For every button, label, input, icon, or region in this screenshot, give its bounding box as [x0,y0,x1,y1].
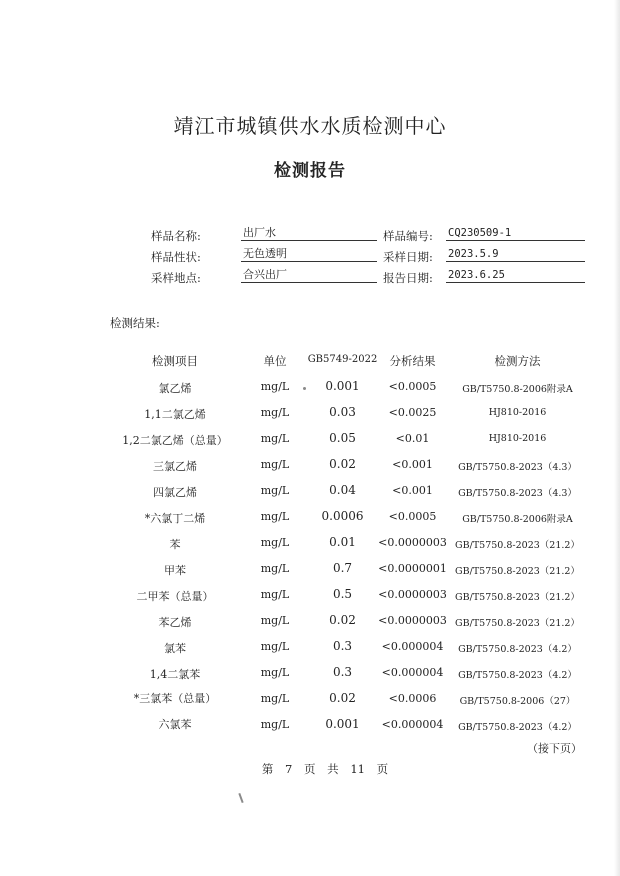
header-limit: GB5749-2022 [307,354,378,365]
row-result: <0.0000001 [378,562,447,575]
report-date-label: 报告日期: [383,271,433,285]
row-limit: 0.02 [329,613,356,627]
report-date-value: 2023.6.25 [446,268,585,283]
row-result: <0.0000003 [378,614,447,627]
row-limit: 0.04 [329,483,356,497]
sample-nature-label: 样品性状: [151,250,201,264]
organization-title: 靖江市城镇供水水质检测中心 [173,114,447,138]
row-unit: mg/L [260,692,290,705]
row-item: 氯乙烯 [158,382,192,395]
row-result: <0.0000003 [378,588,447,601]
sampling-date-label: 采样日期: [383,250,433,264]
row-method: HJ810-2016 [488,433,547,444]
row-unit: mg/L [260,718,290,731]
sampling-date-value: 2023.5.9 [446,247,585,262]
row-limit: 0.03 [329,405,356,419]
header-method: 检测方法 [494,354,541,368]
scan-mark [238,793,243,803]
row-unit: mg/L [260,536,290,549]
row-result: <0.001 [392,484,433,497]
row-item: 氯苯 [164,642,186,655]
row-method: GB/T5750.8-2023（21.2） [455,566,580,577]
row-unit: mg/L [260,562,290,575]
row-item: 1,2二氯乙烯（总量） [122,434,228,447]
row-unit: mg/L [260,484,290,497]
row-method: GB/T5750.8-2023（4.3） [458,488,577,499]
row-item: 1,4二氯苯 [149,668,201,681]
row-item: 甲苯 [164,564,186,577]
row-result: <0.0006 [388,692,437,705]
row-item: 苯 [169,538,181,551]
row-method: GB/T5750.8-2023（4.3） [458,462,577,473]
row-unit: mg/L [260,588,290,601]
row-unit: mg/L [260,432,290,445]
row-result: <0.0000003 [378,536,447,549]
row-limit: 0.01 [329,535,356,549]
row-item: 1,1二氯乙烯 [144,408,206,421]
row-limit: 0.05 [329,431,356,445]
results-label: 检测结果: [110,316,160,330]
row-item: 四氯乙烯 [153,486,197,499]
row-limit: 0.0006 [321,509,364,523]
row-unit: mg/L [260,666,290,679]
header-result: 分析结果 [389,354,436,368]
row-limit: 0.5 [332,587,353,601]
row-method: GB/T5750.8-2023（21.2） [455,592,580,603]
row-item: 二甲苯（总量） [136,590,214,603]
row-result: <0.000004 [381,640,444,653]
sample-name-value: 出厂水 [241,226,377,241]
row-result: <0.0025 [388,406,437,419]
sampling-site-value: 合兴出厂 [241,268,377,283]
row-unit: mg/L [260,510,290,523]
row-limit: 0.02 [329,457,356,471]
row-result: <0.0005 [388,380,437,393]
row-item: *六氯丁二烯 [144,512,206,525]
sample-nature-value: 无色透明 [241,247,377,262]
row-unit: mg/L [260,406,290,419]
row-unit: mg/L [260,640,290,653]
row-result: <0.001 [392,458,433,471]
row-method: GB/T5750.8-2006附录A [462,384,573,395]
header-item: 检测项目 [152,354,198,368]
row-method: GB/T5750.8-2006附录A [462,514,573,525]
row-result: <0.0005 [388,510,437,523]
row-method: GB/T5750.8-2023（4.2） [458,670,577,681]
row-method: GB/T5750.8-2006（27） [459,696,576,707]
sample-name-label: 样品名称: [151,229,201,243]
row-limit: 0.001 [325,379,360,393]
row-item: 苯乙烯 [158,616,192,629]
page-number: 第 7 页 共 11 页 [261,762,389,776]
row-method: GB/T5750.8-2023（4.2） [458,644,577,655]
row-unit: mg/L [260,380,290,393]
report-title: 检测报告 [274,161,346,181]
row-result: <0.000004 [381,718,444,731]
row-limit: 0.7 [332,561,353,575]
row-method: GB/T5750.8-2023（21.2） [455,540,580,551]
scan-speck [303,387,306,390]
row-item: 六氯苯 [158,718,192,731]
row-item: *三氯苯（总量） [133,692,217,705]
row-method: GB/T5750.8-2023（4.2） [458,722,577,733]
row-limit: 0.001 [325,717,360,731]
continue-note: （接下页） [527,742,582,755]
sampling-site-label: 采样地点: [151,271,201,285]
row-limit: 0.3 [332,665,353,679]
sample-id-value: CQ230509-1 [446,226,585,241]
row-unit: mg/L [260,614,290,627]
row-result: <0.000004 [381,666,444,679]
row-method: HJ810-2016 [488,407,547,418]
sample-id-label: 样品编号: [383,229,433,243]
header-unit: 单位 [263,354,287,368]
row-item: 三氯乙烯 [153,460,197,473]
row-result: <0.01 [395,432,430,445]
row-method: GB/T5750.8-2023（21.2） [455,618,580,629]
row-limit: 0.02 [329,691,356,705]
row-limit: 0.3 [332,639,353,653]
row-unit: mg/L [260,458,290,471]
